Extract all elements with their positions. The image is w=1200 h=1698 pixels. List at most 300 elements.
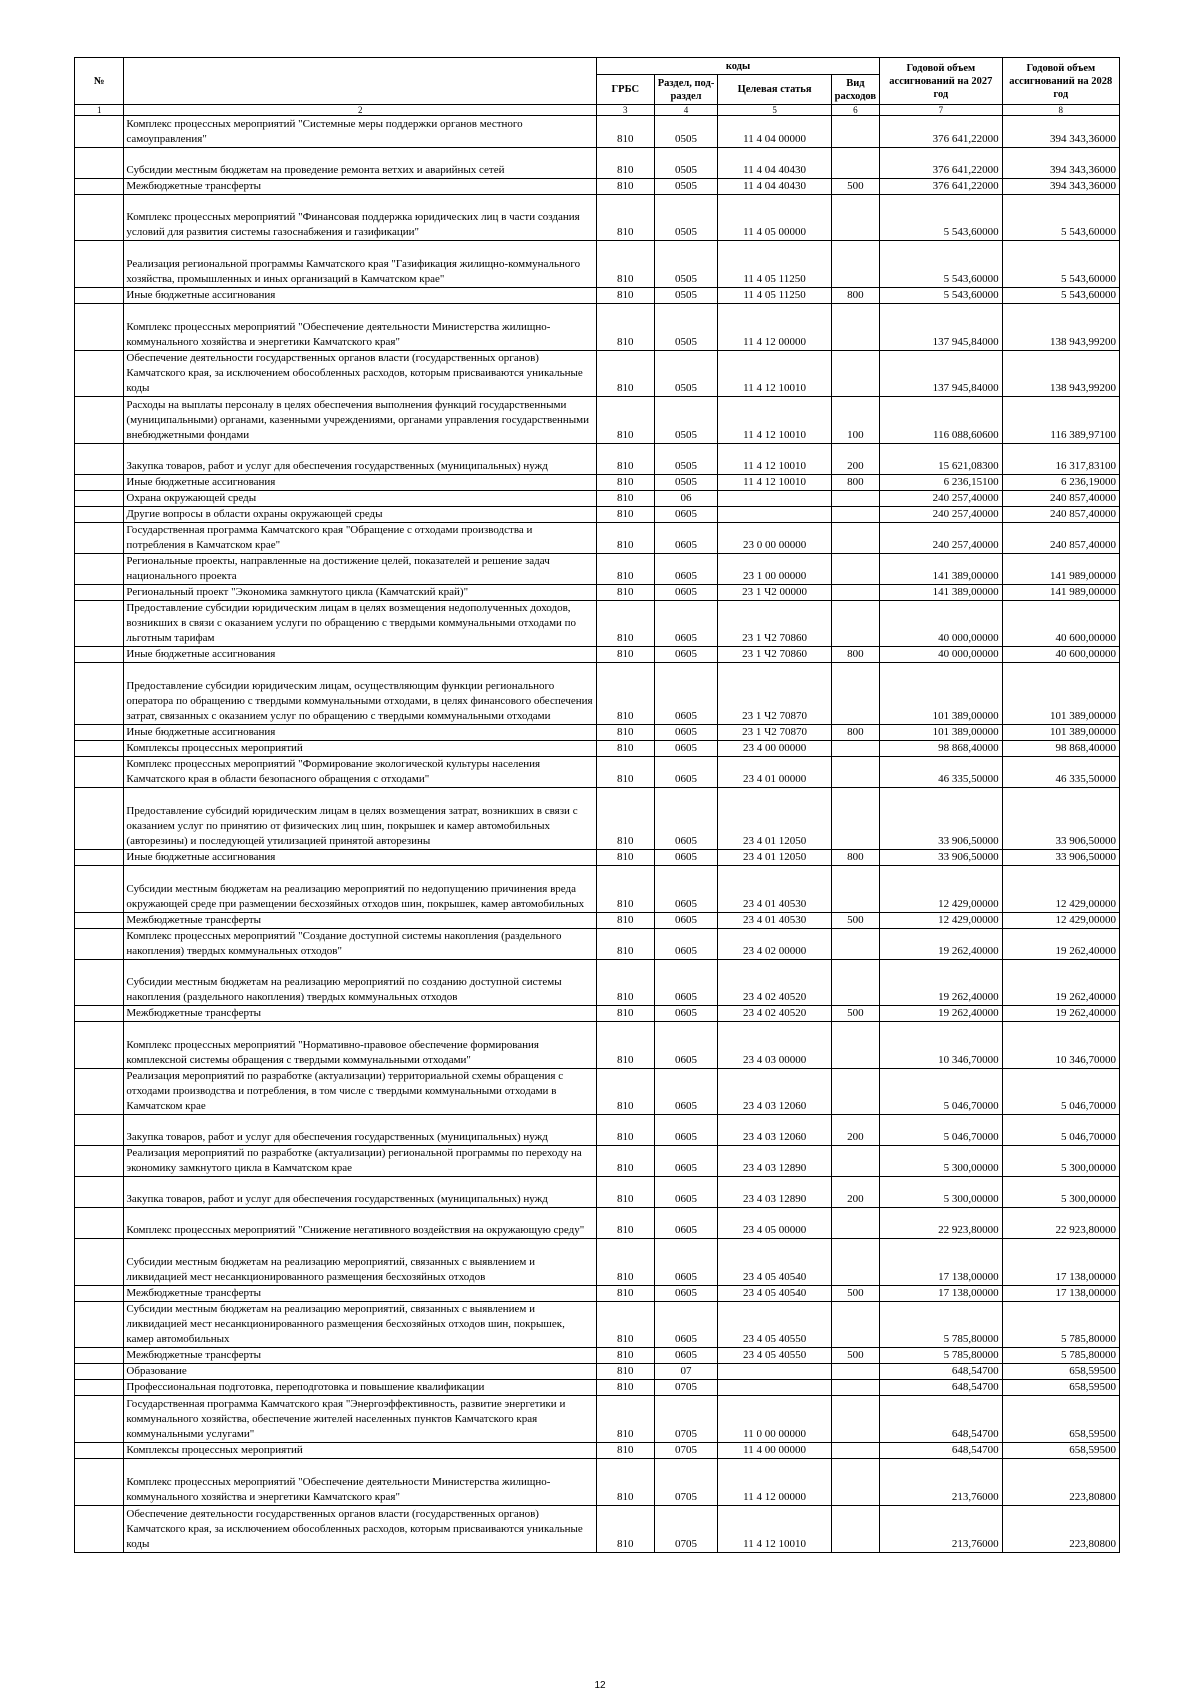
grbs-cell: 810	[596, 148, 654, 179]
table-row	[75, 647, 1120, 663]
grbs-cell: 810	[596, 523, 654, 554]
grbs-cell: 810	[596, 1022, 654, 1069]
amount-2027: 376 641,22000	[880, 179, 1003, 195]
grbs-cell: 810	[596, 1364, 654, 1380]
target-cell: 23 4 01 40530	[718, 913, 831, 929]
section-cell: 0505	[654, 179, 718, 195]
kind-cell: 800	[831, 647, 879, 663]
amount-2028: 33 906,50000	[1002, 788, 1119, 850]
col-number: 8	[1002, 105, 1119, 116]
amount-2027: 33 906,50000	[880, 850, 1003, 866]
row-name: Расходы на выплаты персоналу в целях обеспечения выполнения функций государственными (муниципальными) органами, казенными учреждениями, органами управления государственными внебюджетными фондами	[124, 397, 597, 444]
amount-2028: 5 300,00000	[1002, 1177, 1119, 1208]
section-cell: 0705	[654, 1459, 718, 1506]
kind-cell	[831, 788, 879, 850]
table-row	[75, 1459, 1120, 1506]
kind-cell	[831, 741, 879, 757]
row-name: Предоставление субсидий юридическим лицам в целях возмещения затрат, возникших в связи с оказанием услуг по принятию от физических лиц шин, покрышек и камер автомобильных (авторезины) и последующей утилизацией принятой авторезины	[124, 788, 597, 850]
table-row	[75, 1006, 1120, 1022]
row-number	[75, 1396, 124, 1443]
kind-cell	[831, 757, 879, 788]
header-name	[124, 58, 597, 105]
row-name: Профессиональная подготовка, переподготовка и повышение квалификации	[124, 1380, 597, 1396]
row-number	[75, 1115, 124, 1146]
kind-cell: 800	[831, 850, 879, 866]
kind-cell	[831, 1239, 879, 1286]
table-row	[75, 195, 1120, 241]
section-cell: 0605	[654, 554, 718, 585]
row-name: Комплекс процессных мероприятий "Нормативно-правовое обеспечение формирования комплексной системы обращения с твердыми коммунальными отходами"	[124, 1022, 597, 1069]
amount-2028: 240 857,40000	[1002, 507, 1119, 523]
row-name: Обеспечение деятельности государственных органов власти (государственных органов) Камчатского края, за исключением обособленных расходов, которым присваиваются уникальные коды	[124, 1506, 597, 1553]
table-row	[75, 788, 1120, 850]
row-number	[75, 397, 124, 444]
row-number	[75, 741, 124, 757]
amount-2027: 6 236,15100	[880, 475, 1003, 491]
table-row	[75, 554, 1120, 585]
section-cell: 0505	[654, 475, 718, 491]
row-name: Закупка товаров, работ и услуг для обеспечения государственных (муниципальных) нужд	[124, 1115, 597, 1146]
row-name: Субсидии местным бюджетам на реализацию мероприятий по созданию доступной системы накопления (раздельного накопления) твердых коммунальных отходов	[124, 960, 597, 1006]
target-cell	[718, 1364, 831, 1380]
amount-2028: 16 317,83100	[1002, 444, 1119, 475]
row-number	[75, 1364, 124, 1380]
amount-2027: 15 621,08300	[880, 444, 1003, 475]
row-number	[75, 1177, 124, 1208]
section-cell: 0605	[654, 507, 718, 523]
grbs-cell: 810	[596, 507, 654, 523]
row-number	[75, 866, 124, 913]
grbs-cell: 810	[596, 601, 654, 647]
amount-2027: 376 641,22000	[880, 116, 1003, 148]
section-cell: 0605	[654, 913, 718, 929]
row-name: Иные бюджетные ассигнования	[124, 647, 597, 663]
row-number	[75, 850, 124, 866]
section-cell: 0505	[654, 444, 718, 475]
amount-2027: 12 429,00000	[880, 866, 1003, 913]
target-cell: 23 4 03 12890	[718, 1146, 831, 1177]
amount-2027: 19 262,40000	[880, 929, 1003, 960]
grbs-cell: 810	[596, 1006, 654, 1022]
kind-cell	[831, 1069, 879, 1115]
row-number	[75, 351, 124, 397]
row-name: Субсидии местным бюджетам на реализацию мероприятий, связанных с выявлением и ликвидацией мест несанкционированного размещения бесхозяйных отходов	[124, 1239, 597, 1286]
grbs-cell: 810	[596, 663, 654, 725]
table-row	[75, 179, 1120, 195]
amount-2028: 19 262,40000	[1002, 929, 1119, 960]
target-cell: 11 0 00 00000	[718, 1396, 831, 1443]
row-name: Комплекс процессных мероприятий "Финансовая поддержка юридических лиц в части создания условий для развития системы газоснабжения и газификации"	[124, 195, 597, 241]
col-number: 3	[596, 105, 654, 116]
grbs-cell: 810	[596, 1348, 654, 1364]
grbs-cell: 810	[596, 1459, 654, 1506]
row-number	[75, 507, 124, 523]
amount-2027: 5 300,00000	[880, 1146, 1003, 1177]
row-name: Другие вопросы в области охраны окружающей среды	[124, 507, 597, 523]
grbs-cell: 810	[596, 554, 654, 585]
amount-2027: 5 543,60000	[880, 241, 1003, 288]
col-number: 1	[75, 105, 124, 116]
row-name: Обеспечение деятельности государственных органов власти (государственных органов) Камчатского края, за исключением обособленных расходов, которым присваиваются уникальные коды	[124, 351, 597, 397]
row-number	[75, 1006, 124, 1022]
target-cell: 11 4 04 40430	[718, 179, 831, 195]
grbs-cell: 810	[596, 1286, 654, 1302]
row-number	[75, 1069, 124, 1115]
target-cell: 23 4 01 40530	[718, 866, 831, 913]
section-cell: 0505	[654, 116, 718, 148]
row-name: Региональный проект "Экономика замкнутого цикла (Камчатский край)"	[124, 585, 597, 601]
section-cell: 0605	[654, 1302, 718, 1348]
row-name: Закупка товаров, работ и услуг для обеспечения государственных (муниципальных) нужд	[124, 444, 597, 475]
target-cell: 23 4 05 40550	[718, 1302, 831, 1348]
table-row	[75, 1115, 1120, 1146]
row-name: Иные бюджетные ассигнования	[124, 288, 597, 304]
grbs-cell: 810	[596, 1177, 654, 1208]
target-cell: 11 4 12 10010	[718, 444, 831, 475]
row-number	[75, 960, 124, 1006]
row-name: Иные бюджетные ассигнования	[124, 475, 597, 491]
grbs-cell: 810	[596, 116, 654, 148]
amount-2028: 17 138,00000	[1002, 1286, 1119, 1302]
section-cell: 0505	[654, 304, 718, 351]
amount-2027: 648,54700	[880, 1396, 1003, 1443]
kind-cell	[831, 929, 879, 960]
table-row	[75, 663, 1120, 725]
grbs-cell: 810	[596, 913, 654, 929]
target-cell	[718, 507, 831, 523]
section-cell: 0605	[654, 647, 718, 663]
row-name: Межбюджетные трансферты	[124, 913, 597, 929]
table-row	[75, 507, 1120, 523]
target-cell: 23 1 Ч2 70860	[718, 647, 831, 663]
target-cell: 11 4 12 00000	[718, 1459, 831, 1506]
section-cell: 0705	[654, 1380, 718, 1396]
section-cell: 0605	[654, 1208, 718, 1239]
section-cell: 0505	[654, 288, 718, 304]
table-row	[75, 1396, 1120, 1443]
target-cell	[718, 491, 831, 507]
grbs-cell: 810	[596, 1069, 654, 1115]
section-cell: 0505	[654, 195, 718, 241]
row-name: Реализация региональной программы Камчатского края "Газификация жилищно-коммунального хозяйства, промышленных и иных организаций в Камчатском крае"	[124, 241, 597, 288]
section-cell: 0705	[654, 1506, 718, 1553]
kind-cell	[831, 116, 879, 148]
section-cell: 0605	[654, 601, 718, 647]
header-target: Целевая статья	[718, 75, 831, 105]
amount-2027: 40 000,00000	[880, 647, 1003, 663]
kind-cell	[831, 960, 879, 1006]
section-cell: 0605	[654, 1006, 718, 1022]
row-number	[75, 1208, 124, 1239]
amount-2027: 240 257,40000	[880, 507, 1003, 523]
table-row	[75, 148, 1120, 179]
row-name: Комплексы процессных мероприятий	[124, 741, 597, 757]
amount-2028: 5 046,70000	[1002, 1069, 1119, 1115]
row-name: Реализация мероприятий по разработке (актуализации) региональной программы по переходу на экономику замкнутого цикла в Камчатском крае	[124, 1146, 597, 1177]
amount-2028: 46 335,50000	[1002, 757, 1119, 788]
grbs-cell: 810	[596, 1208, 654, 1239]
table-row	[75, 913, 1120, 929]
amount-2028: 19 262,40000	[1002, 1006, 1119, 1022]
amount-2027: 5 300,00000	[880, 1177, 1003, 1208]
section-cell: 0705	[654, 1443, 718, 1459]
amount-2027: 5 046,70000	[880, 1069, 1003, 1115]
row-number	[75, 523, 124, 554]
amount-2028: 40 600,00000	[1002, 647, 1119, 663]
row-name: Межбюджетные трансферты	[124, 179, 597, 195]
table-row	[75, 116, 1120, 148]
col-number: 2	[124, 105, 597, 116]
amount-2027: 19 262,40000	[880, 960, 1003, 1006]
row-number	[75, 1022, 124, 1069]
amount-2028: 5 785,80000	[1002, 1348, 1119, 1364]
table-row	[75, 1364, 1120, 1380]
kind-cell: 200	[831, 444, 879, 475]
section-cell: 0605	[654, 1069, 718, 1115]
section-cell: 0605	[654, 1022, 718, 1069]
amount-2028: 658,59500	[1002, 1396, 1119, 1443]
row-number	[75, 725, 124, 741]
table-row	[75, 1022, 1120, 1069]
grbs-cell: 810	[596, 647, 654, 663]
col-number: 4	[654, 105, 718, 116]
row-number	[75, 663, 124, 725]
target-cell: 23 4 02 40520	[718, 960, 831, 1006]
header-kind: Вид расходов	[831, 75, 879, 105]
amount-2028: 141 989,00000	[1002, 585, 1119, 601]
section-cell: 0505	[654, 397, 718, 444]
amount-2028: 658,59500	[1002, 1364, 1119, 1380]
section-cell: 0605	[654, 585, 718, 601]
grbs-cell: 810	[596, 725, 654, 741]
section-cell: 0605	[654, 960, 718, 1006]
row-name: Реализация мероприятий по разработке (актуализации) территориальной схемы обращения с отходами производства и потребления, в том числе с твердыми коммунальными отходами в Камчатском крае	[124, 1069, 597, 1115]
amount-2028: 658,59500	[1002, 1443, 1119, 1459]
target-cell: 11 4 00 00000	[718, 1443, 831, 1459]
target-cell: 11 4 04 40430	[718, 148, 831, 179]
col-number: 7	[880, 105, 1003, 116]
kind-cell	[831, 351, 879, 397]
row-number	[75, 1348, 124, 1364]
target-cell: 23 0 00 00000	[718, 523, 831, 554]
target-cell: 23 4 01 12050	[718, 788, 831, 850]
amount-2027: 22 923,80000	[880, 1208, 1003, 1239]
kind-cell: 100	[831, 397, 879, 444]
grbs-cell: 810	[596, 960, 654, 1006]
amount-2028: 19 262,40000	[1002, 960, 1119, 1006]
kind-cell: 500	[831, 1006, 879, 1022]
amount-2028: 12 429,00000	[1002, 913, 1119, 929]
amount-2027: 137 945,84000	[880, 304, 1003, 351]
amount-2027: 137 945,84000	[880, 351, 1003, 397]
amount-2027: 213,76000	[880, 1459, 1003, 1506]
amount-2028: 5 543,60000	[1002, 288, 1119, 304]
amount-2028: 138 943,99200	[1002, 351, 1119, 397]
section-cell: 0605	[654, 741, 718, 757]
section-cell: 0705	[654, 1396, 718, 1443]
grbs-cell: 810	[596, 1506, 654, 1553]
amount-2027: 33 906,50000	[880, 788, 1003, 850]
grbs-cell: 810	[596, 397, 654, 444]
amount-2027: 116 088,60600	[880, 397, 1003, 444]
amount-2027: 213,76000	[880, 1506, 1003, 1553]
table-row	[75, 241, 1120, 288]
amount-2027: 19 262,40000	[880, 1006, 1003, 1022]
kind-cell	[831, 601, 879, 647]
section-cell: 0505	[654, 148, 718, 179]
amount-2027: 10 346,70000	[880, 1022, 1003, 1069]
header-codes: коды	[596, 58, 879, 75]
kind-cell: 800	[831, 288, 879, 304]
row-number	[75, 1302, 124, 1348]
amount-2027: 648,54700	[880, 1443, 1003, 1459]
section-cell: 0605	[654, 757, 718, 788]
section-cell: 06	[654, 491, 718, 507]
target-cell: 11 4 12 10010	[718, 1506, 831, 1553]
table-row	[75, 444, 1120, 475]
kind-cell	[831, 1146, 879, 1177]
kind-cell	[831, 866, 879, 913]
target-cell: 23 4 01 00000	[718, 757, 831, 788]
amount-2027: 101 389,00000	[880, 725, 1003, 741]
row-name: Комплекс процессных мероприятий "Обеспечение деятельности Министерства жилищно-коммунального хозяйства и энергетики Камчатского края"	[124, 1459, 597, 1506]
header-num: №	[75, 58, 124, 105]
target-cell: 11 4 12 10010	[718, 475, 831, 491]
table-row	[75, 725, 1120, 741]
grbs-cell: 810	[596, 1380, 654, 1396]
grbs-cell: 810	[596, 179, 654, 195]
grbs-cell: 810	[596, 491, 654, 507]
kind-cell	[831, 1022, 879, 1069]
amount-2028: 5 543,60000	[1002, 195, 1119, 241]
kind-cell	[831, 523, 879, 554]
section-cell: 0605	[654, 929, 718, 960]
amount-2027: 5 785,80000	[880, 1348, 1003, 1364]
kind-cell	[831, 1459, 879, 1506]
header-2028: Годовой объем ассигнований на 2028 год	[1002, 58, 1119, 105]
section-cell: 0605	[654, 788, 718, 850]
amount-2028: 394 343,36000	[1002, 116, 1119, 148]
budget-table-sheet	[74, 57, 1120, 1553]
row-name: Комплексы процессных мероприятий	[124, 1443, 597, 1459]
amount-2028: 22 923,80000	[1002, 1208, 1119, 1239]
target-cell: 23 4 03 00000	[718, 1022, 831, 1069]
table-row	[75, 1239, 1120, 1286]
kind-cell	[831, 663, 879, 725]
kind-cell	[831, 1380, 879, 1396]
target-cell: 11 4 12 00000	[718, 304, 831, 351]
target-cell: 23 4 01 12050	[718, 850, 831, 866]
grbs-cell: 810	[596, 1115, 654, 1146]
amount-2027: 5 046,70000	[880, 1115, 1003, 1146]
target-cell: 23 1 Ч2 70870	[718, 725, 831, 741]
row-number	[75, 148, 124, 179]
table-row	[75, 601, 1120, 647]
target-cell: 23 1 00 00000	[718, 554, 831, 585]
header-section: Раздел, под-раздел	[654, 75, 718, 105]
kind-cell	[831, 1506, 879, 1553]
kind-cell: 800	[831, 725, 879, 741]
section-cell: 0505	[654, 351, 718, 397]
amount-2028: 116 389,97100	[1002, 397, 1119, 444]
amount-2028: 5 543,60000	[1002, 241, 1119, 288]
amount-2028: 141 989,00000	[1002, 554, 1119, 585]
table-row	[75, 397, 1120, 444]
row-name: Предоставление субсидии юридическим лицам, осуществляющим функции регионального оператора по обращению с твердыми коммунальными отходами, в целях финансового обеспечения затрат, связанных с оказанием услуг по обращению с твердыми коммунальными отходами	[124, 663, 597, 725]
row-name: Иные бюджетные ассигнования	[124, 725, 597, 741]
kind-cell: 500	[831, 1286, 879, 1302]
amount-2027: 240 257,40000	[880, 491, 1003, 507]
amount-2028: 240 857,40000	[1002, 523, 1119, 554]
target-cell: 11 4 12 10010	[718, 397, 831, 444]
row-name: Комплекс процессных мероприятий "Обеспечение деятельности Министерства жилищно-коммунального хозяйства и энергетики Камчатского края"	[124, 304, 597, 351]
table-row	[75, 741, 1120, 757]
grbs-cell: 810	[596, 929, 654, 960]
budget-table	[74, 57, 1120, 1553]
header-2027: Годовой объем ассигнований на 2027 год	[880, 58, 1003, 105]
amount-2028: 10 346,70000	[1002, 1022, 1119, 1069]
section-cell: 0605	[654, 1177, 718, 1208]
amount-2027: 141 389,00000	[880, 554, 1003, 585]
row-name: Предоставление субсидии юридическим лицам в целях возмещения недополученных доходов, возникших в связи с оказанием услуги по обращению с твердыми коммунальными отходами по льготным тарифам	[124, 601, 597, 647]
amount-2027: 98 868,40000	[880, 741, 1003, 757]
row-name: Комплекс процессных мероприятий "Формирование экологической культуры населения Камчатского края в области безопасного обращения с отходами"	[124, 757, 597, 788]
row-name: Региональные проекты, направленные на достижение целей, показателей и решение задач национального проекта	[124, 554, 597, 585]
kind-cell: 500	[831, 913, 879, 929]
table-body	[75, 116, 1120, 1553]
table-row	[75, 304, 1120, 351]
amount-2028: 223,80800	[1002, 1459, 1119, 1506]
grbs-cell: 810	[596, 475, 654, 491]
grbs-cell: 810	[596, 1396, 654, 1443]
kind-cell	[831, 304, 879, 351]
target-cell: 23 4 02 00000	[718, 929, 831, 960]
row-name: Охрана окружающей среды	[124, 491, 597, 507]
amount-2028: 5 785,80000	[1002, 1302, 1119, 1348]
table-row	[75, 523, 1120, 554]
amount-2028: 394 343,36000	[1002, 179, 1119, 195]
section-cell: 0605	[654, 725, 718, 741]
target-cell: 23 1 Ч2 70870	[718, 663, 831, 725]
amount-2027: 648,54700	[880, 1380, 1003, 1396]
grbs-cell: 810	[596, 241, 654, 288]
row-number	[75, 491, 124, 507]
grbs-cell: 810	[596, 788, 654, 850]
table-row	[75, 1348, 1120, 1364]
table-row	[75, 1443, 1120, 1459]
grbs-cell: 810	[596, 585, 654, 601]
amount-2027: 46 335,50000	[880, 757, 1003, 788]
table-row	[75, 491, 1120, 507]
row-name: Комплекс процессных мероприятий "Создание доступной системы накопления (раздельного накопления) твердых коммунальных отходов"	[124, 929, 597, 960]
row-number	[75, 913, 124, 929]
amount-2027: 240 257,40000	[880, 523, 1003, 554]
row-number	[75, 195, 124, 241]
row-number	[75, 1443, 124, 1459]
table-row	[75, 1302, 1120, 1348]
table-row	[75, 850, 1120, 866]
table-row	[75, 1506, 1120, 1553]
row-number	[75, 788, 124, 850]
row-number	[75, 1459, 124, 1506]
target-cell: 23 1 Ч2 70860	[718, 601, 831, 647]
row-name: Образование	[124, 1364, 597, 1380]
grbs-cell: 810	[596, 444, 654, 475]
row-number	[75, 304, 124, 351]
kind-cell	[831, 585, 879, 601]
row-number	[75, 757, 124, 788]
row-number	[75, 929, 124, 960]
